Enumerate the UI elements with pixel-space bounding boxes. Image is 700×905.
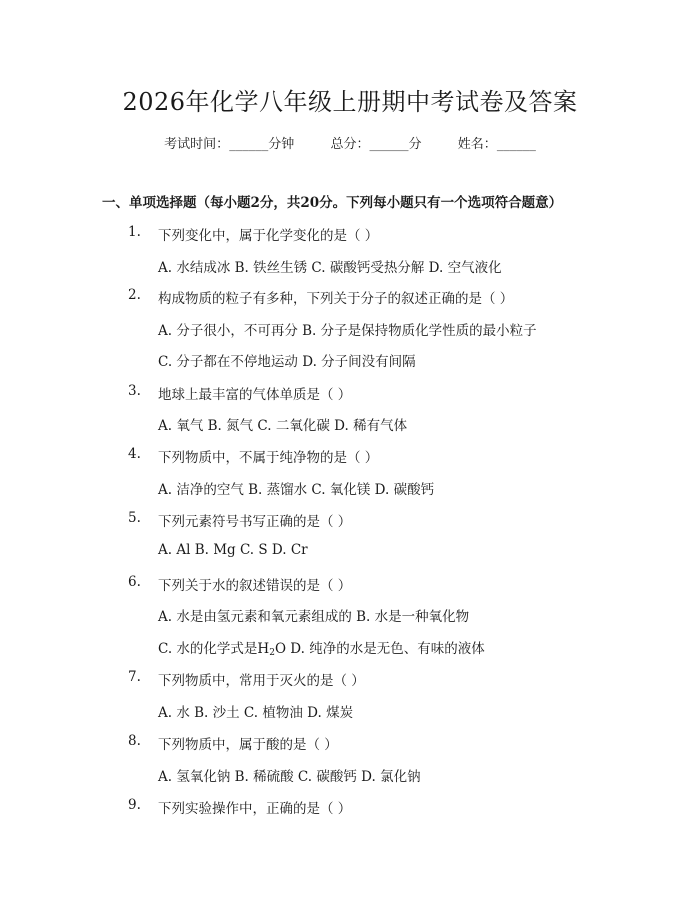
question-text: 下列物质中，属于酸的是（ ） [158, 737, 338, 753]
question-number: 7. [128, 669, 141, 685]
question-number: 3. [128, 383, 141, 399]
option-text-after: O D. 纯净的水是无色、有味的液体 [274, 641, 485, 657]
exam-meta [0, 133, 700, 152]
option-text: A. Al B. Mg C. S D. Cr [158, 542, 308, 558]
option-text [158, 637, 485, 658]
option-text: A. 氢氧化钠 B. 稀硫酸 C. 碳酸钙 D. 氯化钠 [158, 769, 421, 785]
option-text: A. 水是由氢元素和氧元素组成的 B. 水是一种氧化物 [158, 609, 470, 625]
time-unit: 分钟 [268, 137, 295, 152]
subscript-2: 2 [269, 648, 275, 658]
question-number: 6. [128, 574, 141, 590]
option-text: A. 水结成冰 B. 铁丝生锈 C. 碳酸钙受热分解 D. 空气液化 [158, 260, 502, 276]
option-text: A. 分子很小，不可再分 B. 分子是保持物质化学性质的最小粒子 [158, 323, 537, 339]
question-number: 9. [128, 797, 141, 813]
page-title: 2026年化学八年级上册期中考试卷及答案 [122, 88, 578, 116]
question-text: 地球上最丰富的气体单质是（ ） [158, 387, 352, 403]
option-text: C. 分子都在不停地运动 D. 分子间没有间隔 [158, 354, 416, 370]
question-text: 下列元素符号书写正确的是（ ） [158, 514, 352, 530]
question-text: 下列关于水的叙述错误的是（ ） [158, 578, 352, 594]
name-blank: ______ [496, 137, 536, 152]
option-text-before: C. 水的化学式是H [158, 641, 270, 657]
time-blank: ______ [229, 137, 269, 152]
option-text: A. 氧气 B. 氮气 C. 二氧化碳 D. 稀有气体 [158, 418, 408, 434]
option-text: A. 洁净的空气 B. 蒸馏水 C. 氧化镁 D. 碳酸钙 [158, 482, 435, 498]
question-text: 下列变化中，属于化学变化的是（ ） [158, 228, 379, 244]
question-number: 4. [128, 446, 141, 462]
question-text: 下列物质中，不属于纯净物的是（ ） [158, 450, 379, 466]
score-unit: 分 [408, 137, 422, 152]
score-label: 总分： [330, 137, 370, 152]
score-blank: ______ [369, 137, 409, 152]
question-text: 构成物质的粒子有多种，下列关于分子的叙述正确的是（ ） [158, 291, 514, 307]
time-label: 考试时间： [164, 137, 230, 152]
question-text: 下列物质中，常用于灭火的是（ ） [158, 673, 365, 689]
section-heading: 一、单项选择题（每小题2分，共20分。下列每小题只有一个选项符合题意） [102, 195, 563, 211]
question-number: 5. [128, 510, 141, 526]
option-text: A. 水 B. 沙土 C. 植物油 D. 煤炭 [158, 705, 354, 721]
question-number: 8. [128, 733, 141, 749]
question-number: 2. [128, 287, 141, 303]
question-number: 1. [128, 224, 141, 240]
question-text: 下列实验操作中，正确的是（ ） [158, 801, 352, 817]
name-label: 姓名： [457, 137, 497, 152]
